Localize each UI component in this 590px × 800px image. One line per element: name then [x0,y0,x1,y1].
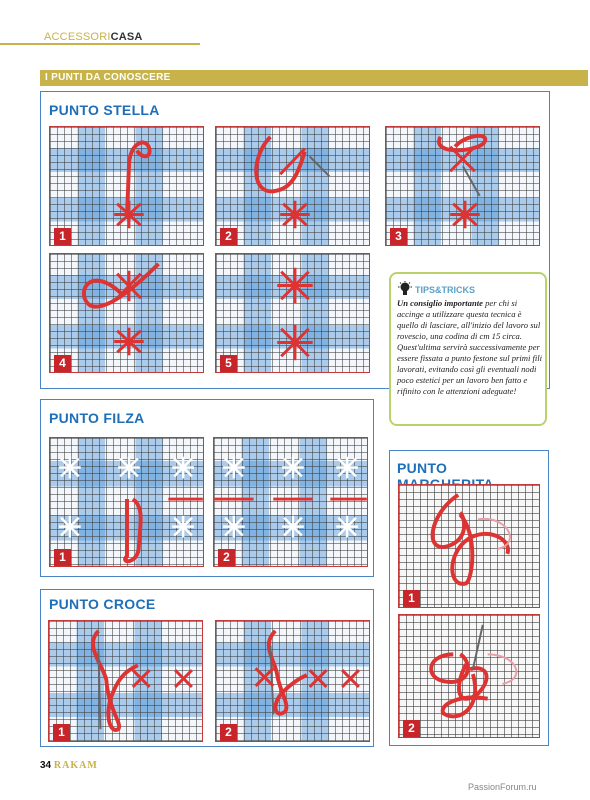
swatch-croce-1 [48,620,203,742]
lightbulb-icon [398,281,412,297]
running-header [44,31,143,43]
swatch-filza-1 [49,437,204,567]
box-title-stella: PUNTO STELLA [49,102,160,118]
swatch-margherita-2 [398,614,540,738]
swatch-stella-4 [49,253,204,373]
step-number: 1 [403,590,420,607]
step-number: 5 [220,355,237,372]
header-rule [0,43,200,45]
box-title-filza: PUNTO FILZA [49,410,145,426]
step-number: 2 [220,228,237,245]
step-number: 1 [54,228,71,245]
box-title-margherita: PUNTO [397,460,448,476]
header-section: ACCESSORI [44,31,111,43]
step-number: 4 [54,355,71,372]
page-number: 34 [40,760,52,771]
tips-text [397,298,545,397]
section-bar [40,70,588,86]
swatch-stella-2 [215,126,370,246]
page-footer [40,760,98,771]
step-number: 3 [390,228,407,245]
step-number: 1 [53,724,70,741]
tips-title: TIPS&TRICKS [415,285,476,295]
step-number: 2 [403,720,420,737]
swatch-croce-2 [215,620,370,742]
step-number: 2 [218,549,235,566]
tips-body: per chi si accinge a utilizzare questa tecnica è quello di lasciare, all'inizio del lavoro sul rovescio, una codina di cm 15 circa. Quest'ultima servirà successivamente per essere fissata a punto festone sul primi fili lavorati, evitando così gli eventuali nodi poco estetici per un lavoro ben fatto e rifinito con le attenzioni adeguate! [397,298,543,396]
swatch-filza-2 [213,437,368,567]
step-number: 2 [220,724,237,741]
header-subsection: CASA [110,31,143,43]
tips-lead: Un consiglio importante [397,298,483,308]
box-title-croce: PUNTO CROCE [49,596,156,612]
swatch-stella-3 [385,126,540,246]
magazine-name: RAKAM [53,760,98,771]
tips-box [389,272,547,426]
step-number: 1 [54,549,71,566]
swatch-stella-5 [215,253,370,373]
section-bar-title: I PUNTI DA CONOSCERE [45,72,171,83]
watermark: PassionForum.ru [468,782,537,792]
swatch-margherita-1 [398,484,540,608]
swatch-stella-1 [49,126,204,246]
